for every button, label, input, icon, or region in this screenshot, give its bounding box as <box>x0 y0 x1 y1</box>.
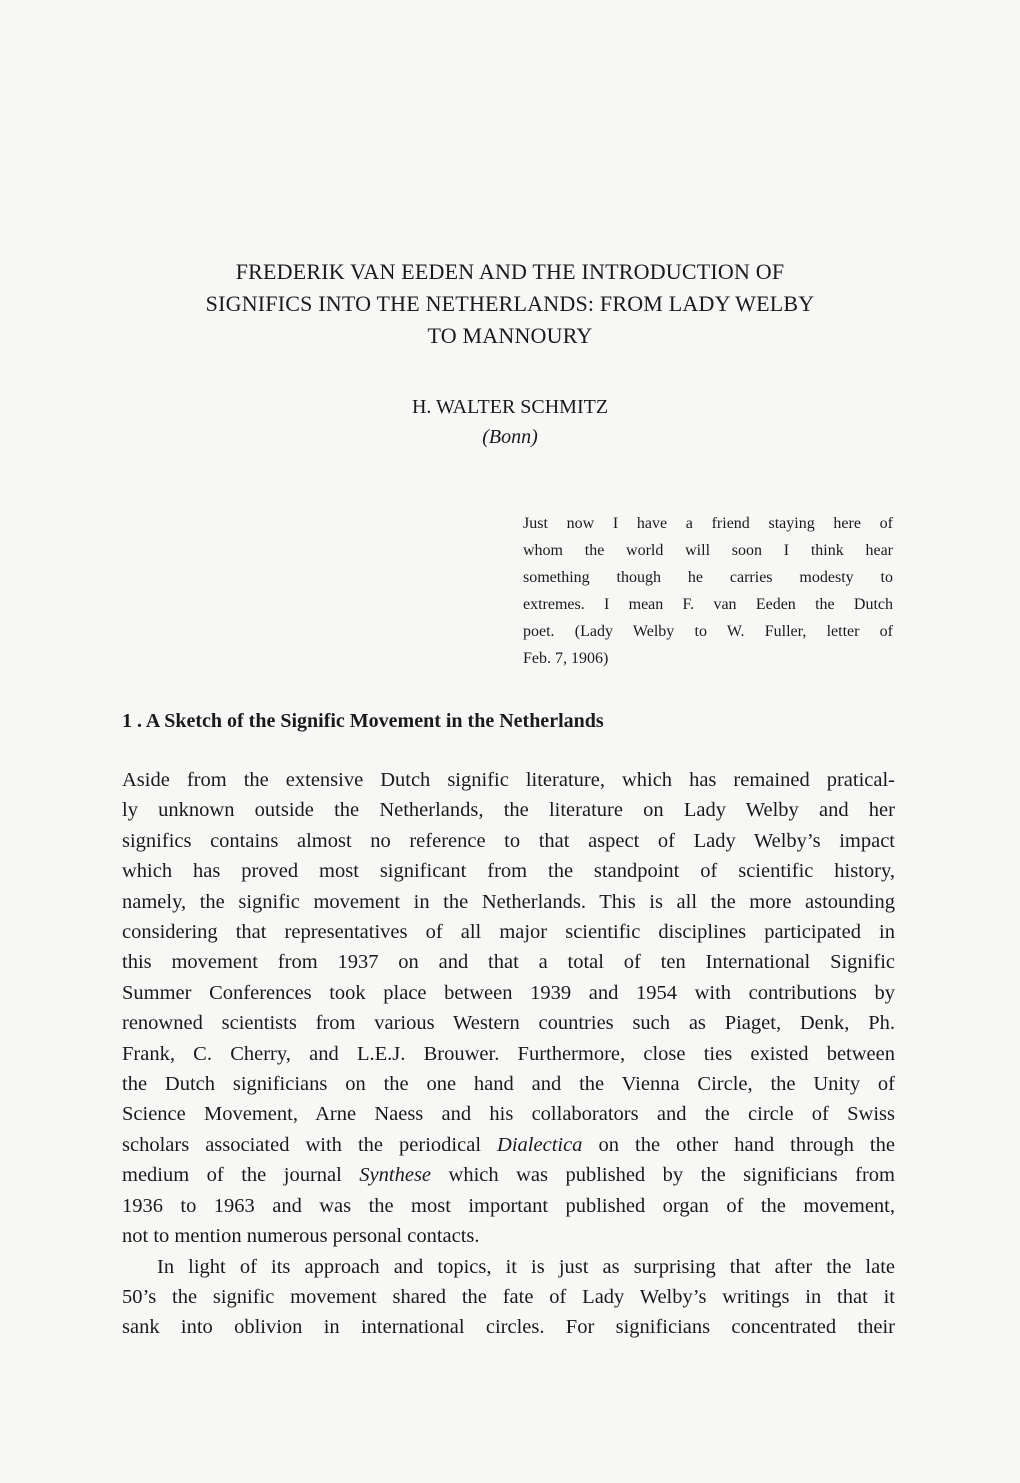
epigraph <box>523 510 893 672</box>
title-line: TO MANNOURY <box>427 323 593 348</box>
body-line: Frank, C. Cherry, and L.E.J. Brouwer. Furthermore, close ties existed between <box>122 1042 895 1065</box>
text-run: scholars associated with the periodical <box>122 1133 498 1156</box>
body-line: the Dutch significians on the one hand and the Vienna Circle, the Unity of <box>122 1073 895 1096</box>
body-line: considering that representatives of all major scientific disciplines participated in <box>122 921 895 944</box>
body-line: ly unknown outside the Netherlands, the literature on Lady Welby and her <box>122 799 895 822</box>
body-line: this movement from 1937 on and that a total of ten International Signific <box>122 951 895 974</box>
epigraph-line: poet. (Lady Welby to W. Fuller, letter of <box>523 623 893 640</box>
body-line: namely, the signific movement in the Netherlands. This is all the more astounding <box>122 890 895 913</box>
body-line <box>122 1160 895 1190</box>
author-name: H. WALTER SCHMITZ <box>411 396 609 418</box>
body-line: Science Movement, Arne Naess and his collaborators and the circle of Swiss <box>122 1103 895 1126</box>
epigraph-line: Feb. 7, 1906) <box>523 650 609 667</box>
epigraph-line: extremes. I mean F. van Eeden the Dutch <box>523 596 893 613</box>
title-line: SIGNIFICS INTO THE NETHERLANDS: FROM LADY WELBY <box>205 291 815 316</box>
author-affiliation: (Bonn) <box>482 426 538 448</box>
body-line: Aside from the extensive Dutch signific literature, which has remained pratical- <box>122 769 895 791</box>
body-line: not to mention numerous personal contacts. <box>122 1225 480 1248</box>
epigraph-line: Just now I have a friend staying here of <box>523 515 893 532</box>
epigraph-line: something though he carries modesty to <box>523 569 893 586</box>
body-line: sank into oblivion in international circles. For significians concentrated their <box>122 1316 895 1339</box>
title-line: FREDERIK VAN EEDEN AND THE INTRODUCTION OF <box>235 259 785 284</box>
body-line: 50’s the signific movement shared the fate of Lady Welby’s writings in that it <box>122 1285 895 1308</box>
journal-title-synthese: Synthese <box>359 1164 432 1187</box>
body-text <box>122 765 895 1343</box>
text-run: on the other hand through the <box>582 1133 895 1156</box>
body-line: significs contains almost no reference to that aspect of Lady Welby’s impact <box>122 829 895 852</box>
section-heading: 1 . A Sketch of the Signific Movement in the Netherlands <box>122 710 604 732</box>
article-title <box>120 256 900 352</box>
body-line: renowned scientists from various Western countries such as Piaget, Denk, Ph. <box>122 1012 895 1035</box>
body-line: In light of its approach and topics, it is just as surprising that after the late <box>157 1255 895 1278</box>
text-run: medium of the journal <box>122 1164 360 1187</box>
body-line: which has proved most significant from the standpoint of scientific history, <box>122 860 895 883</box>
epigraph-line: whom the world will soon I think hear <box>523 542 893 559</box>
body-line <box>122 1130 895 1160</box>
body-line: Summer Conferences took place between 1939 and 1954 with contributions by <box>122 981 895 1004</box>
journal-title-dialectica: Dialectica <box>497 1133 583 1156</box>
body-line: 1936 to 1963 and was the most important published organ of the movement, <box>122 1194 895 1217</box>
text-run: which was published by the significians from <box>431 1164 895 1187</box>
